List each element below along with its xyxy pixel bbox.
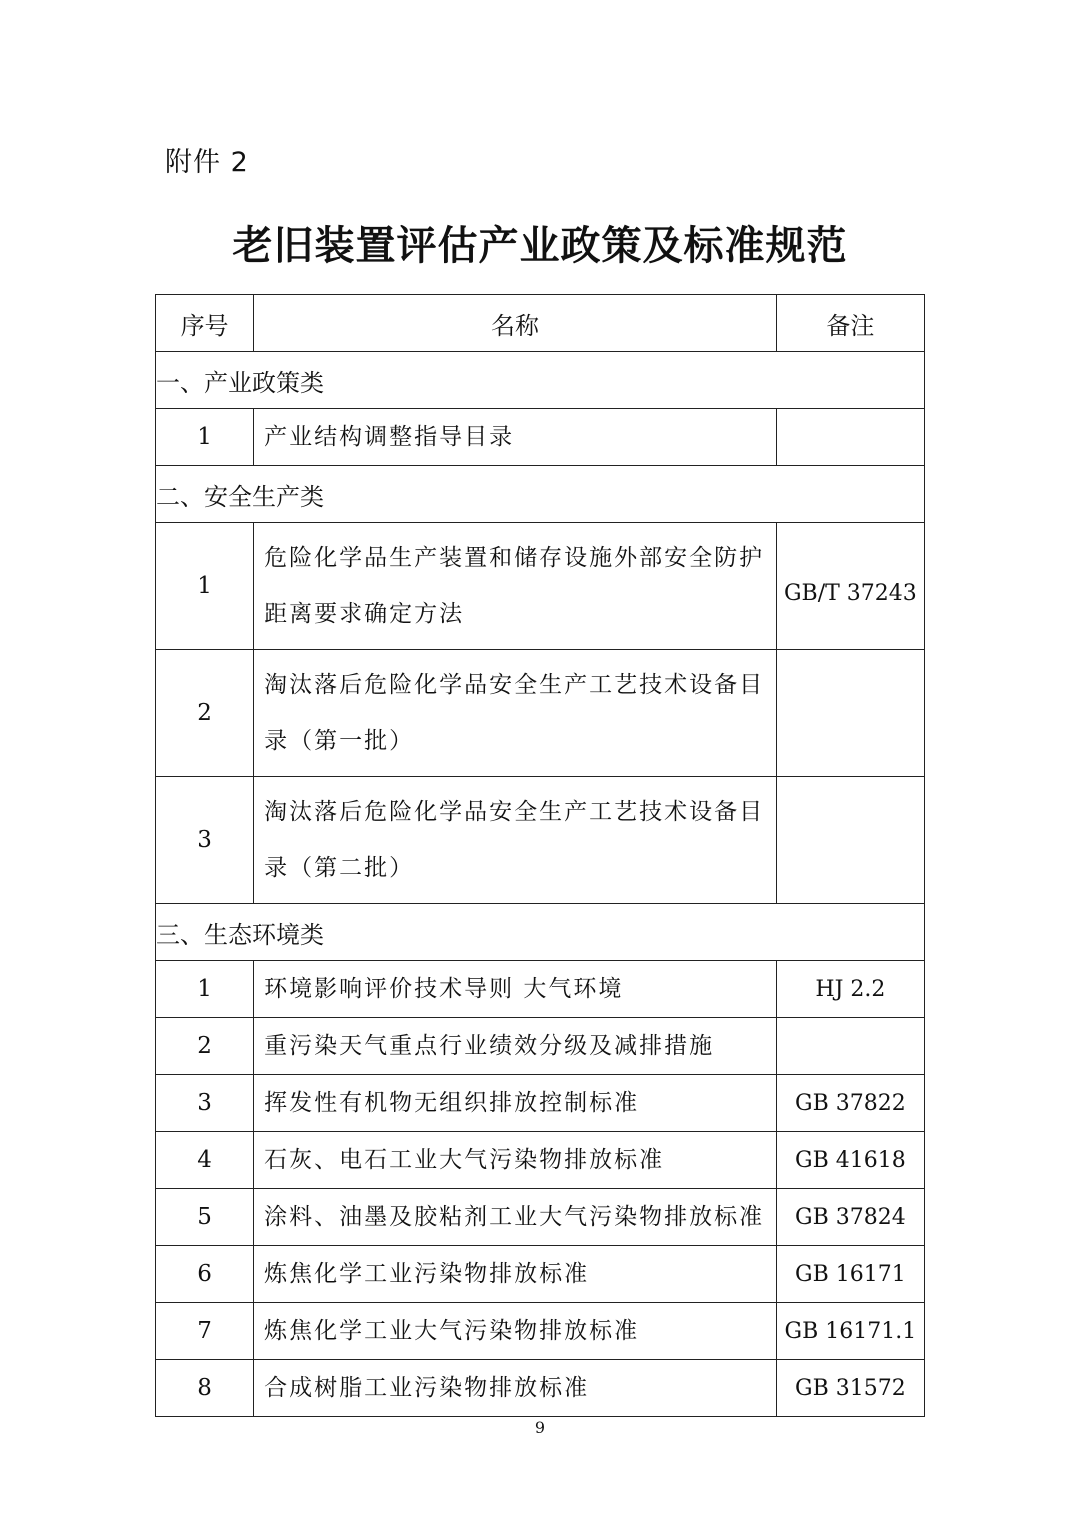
section-row [156,466,925,523]
row-note [776,650,924,777]
row-note: GB 31572 [776,1360,924,1417]
row-no: 6 [156,1246,254,1303]
section-heading: 三、生态环境类 [156,904,925,961]
row-note: HJ 2.2 [776,961,924,1018]
header-no: 序号 [156,295,254,352]
table-row [156,1360,925,1417]
table-row [156,1075,925,1132]
row-name: 合成树脂工业污染物排放标准 [254,1360,777,1417]
section-heading: 二、安全生产类 [156,466,925,523]
table-row [156,650,925,777]
row-note: GB 37822 [776,1075,924,1132]
row-no: 2 [156,650,254,777]
section-row [156,904,925,961]
row-no: 1 [156,961,254,1018]
table-row [156,1018,925,1075]
row-name: 挥发性有机物无组织排放控制标准 [254,1075,777,1132]
row-note: GB/T 37243 [776,523,924,650]
row-name: 重污染天气重点行业绩效分级及减排措施 [254,1018,777,1075]
row-no: 1 [156,409,254,466]
row-no: 1 [156,523,254,650]
row-name: 淘汰落后危险化学品安全生产工艺技术设备目录（第一批） [254,650,777,777]
row-no: 5 [156,1189,254,1246]
table-row [156,1132,925,1189]
row-note [776,1018,924,1075]
document-title: 老旧装置评估产业政策及标准规范 [232,222,848,269]
row-note: GB 37824 [776,1189,924,1246]
row-note: GB 16171.1 [776,1303,924,1360]
table-row [156,1303,925,1360]
row-note: GB 16171 [776,1246,924,1303]
row-no: 4 [156,1132,254,1189]
table-row [156,1189,925,1246]
row-note: GB 41618 [776,1132,924,1189]
row-name: 石灰、电石工业大气污染物排放标准 [254,1132,777,1189]
table-row [156,961,925,1018]
row-no: 7 [156,1303,254,1360]
row-note [776,777,924,904]
header-name: 名称 [254,295,777,352]
table-row [156,409,925,466]
row-name: 炼焦化学工业大气污染物排放标准 [254,1303,777,1360]
row-name: 产业结构调整指导目录 [254,409,777,466]
row-no: 2 [156,1018,254,1075]
row-no: 8 [156,1360,254,1417]
page-number: 9 [534,1418,546,1437]
table-row [156,523,925,650]
row-name: 危险化学品生产装置和储存设施外部安全防护距离要求确定方法 [254,523,777,650]
row-note [776,409,924,466]
row-name: 淘汰落后危险化学品安全生产工艺技术设备目录（第二批） [254,777,777,904]
row-no: 3 [156,777,254,904]
row-name: 环境影响评价技术导则 大气环境 [254,961,777,1018]
table-header-row [156,295,925,352]
row-name: 涂料、油墨及胶粘剂工业大气污染物排放标准 [254,1189,777,1246]
table-row [156,777,925,904]
standards-table [155,294,925,1417]
section-row [156,352,925,409]
section-heading: 一、产业政策类 [156,352,925,409]
row-no: 3 [156,1075,254,1132]
attachment-label: 附件 2 [165,147,249,178]
row-name: 炼焦化学工业污染物排放标准 [254,1246,777,1303]
header-note: 备注 [776,295,924,352]
table-row [156,1246,925,1303]
